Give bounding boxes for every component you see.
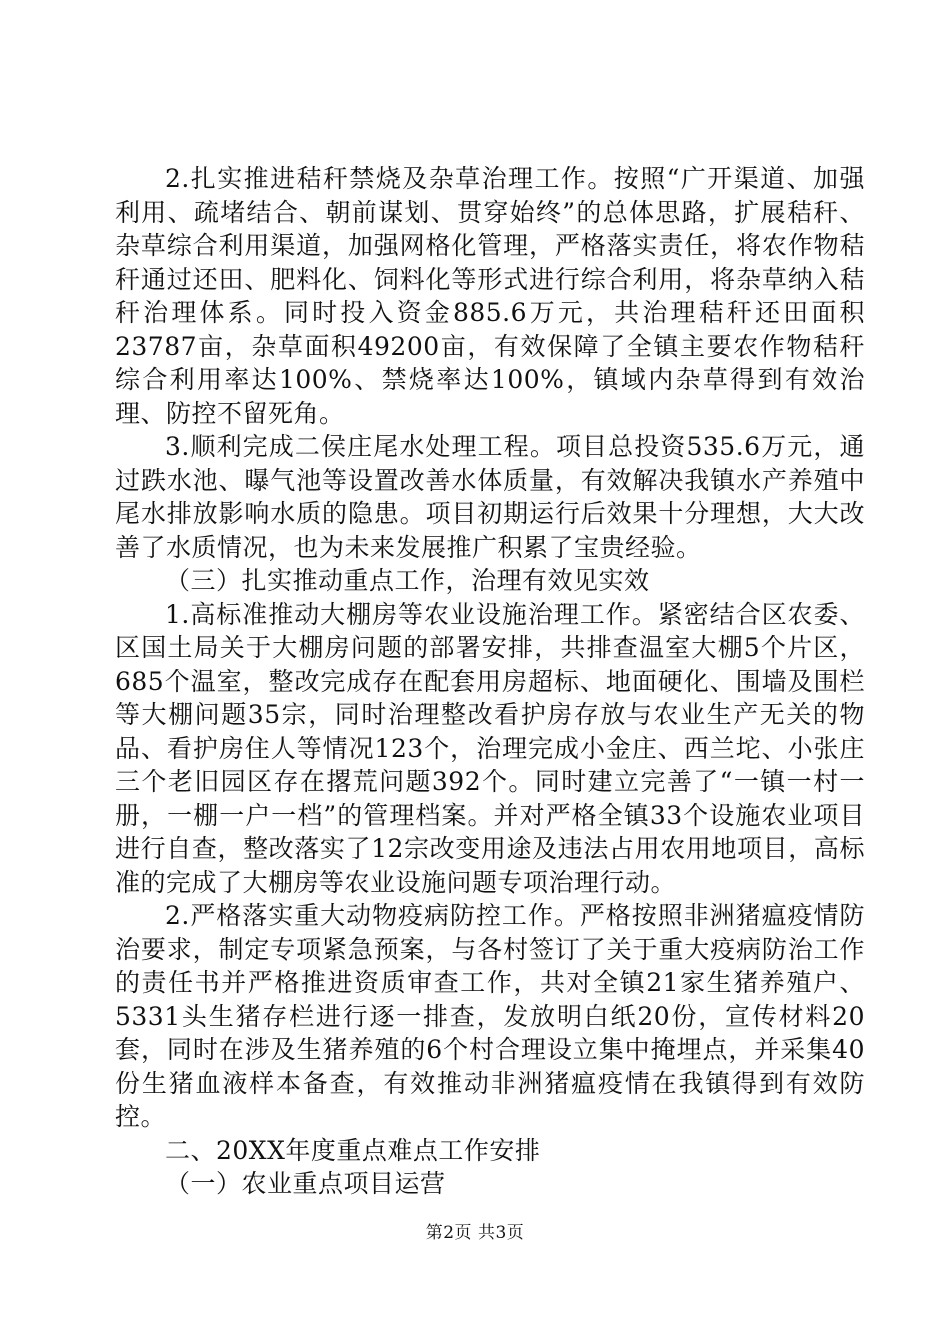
document-body xyxy=(115,162,865,1201)
paragraph-animal-disease-control: 2.严格落实重大动物疫病防控工作。严格按照非洲猪瘟疫情防治要求，制定专项紧急预案，与各村签订了关于重大疫病防治工作的责任书并严格推进资质审查工作，共对全镇21家生猪养殖户、5331头生猪存栏进行逐一排查，发放明白纸20份，宣传材料20套，同时在涉及生猪养殖的6个村合理设立集中掩埋点，并采集40份生猪血液样本备查，有效推动非洲猪瘟疫情在我镇得到有效防控。 xyxy=(115,901,865,1131)
section-heading-1: （一）农业重点项目运营 xyxy=(165,1169,446,1198)
section-heading-3: （三）扎实推动重点工作，治理有效见实效 xyxy=(165,566,650,595)
paragraph-straw-burning: 2.扎实推进秸秆禁烧及杂草治理工作。按照“广开渠道、加强利用、疏堵结合、朝前谋划、贯穿始终”的总体思路，扩展秸秆、杂草综合利用渠道，加强网格化管理，严格落实责任，将农作物秸秆通过还田、肥料化、饲料化等形式进行综合利用，将杂草纳入秸秆治理体系。同时投入资金885.6万元，共治理秸秆还田面积23787亩，杂草面积49200亩，有效保障了全镇主要农作物秸秆综合利用率达100%、禁烧率达100%，镇域内杂草得到有效治理、防控不留死角。 xyxy=(115,164,865,428)
page-footer: 第2页 共3页 xyxy=(425,1223,525,1243)
paragraph-greenhouse-governance: 1.高标准推动大棚房等农业设施治理工作。紧密结合区农委、区国土局关于大棚房问题的部署安排，共排查温室大棚5个片区，685个温室，整改完成存在配套用房超标、地面硬化、围墙及围栏等大棚问题35宗，同时治理整改看护房存放与农业生产无关的物品、看护房住人等情况123个，治理完成小金庄、西兰坨、小张庄三个老旧园区存在撂荒问题392个。同时建立完善了“一镇一村一册，一棚一户一档”的管理档案。并对严格全镇33个设施农业项目进行自查，整改落实了12宗改变用途及违法占用农用地项目，高标准的完成了大棚房等农业设施问题专项治理行动。 xyxy=(115,599,865,897)
paragraph-tailwater-project: 3.顺利完成二侯庄尾水处理工程。项目总投资535.6万元，通过跌水池、曝气池等设置改善水体质量，有效解决我镇水产养殖中尾水排放影响水质的隐患。项目初期运行后效果十分理想，大大改善了水质情况，也为未来发展推广积累了宝贵经验。 xyxy=(115,432,865,562)
chapter-heading-2: 二、20XX年度重点难点工作安排 xyxy=(165,1135,541,1165)
